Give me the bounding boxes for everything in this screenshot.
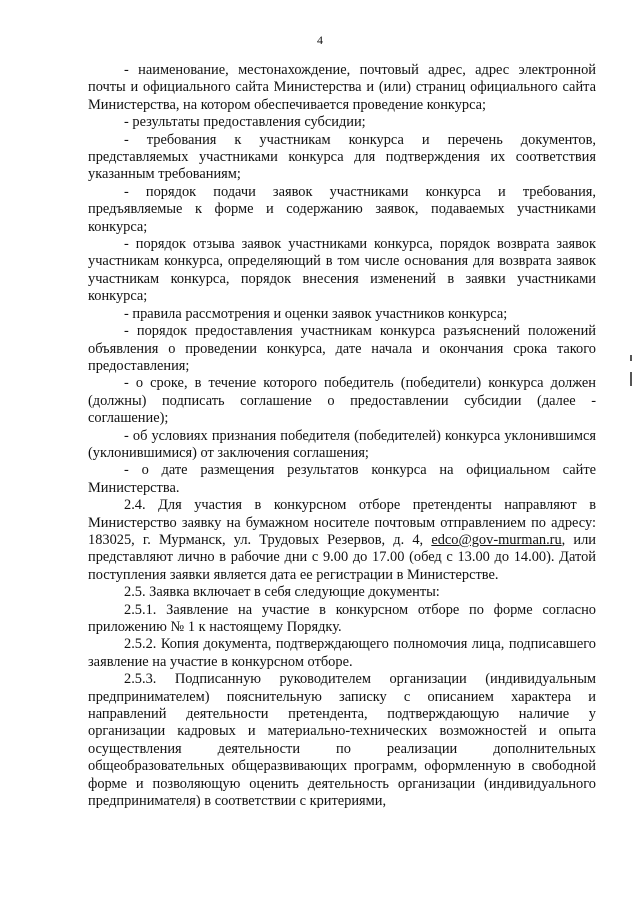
- email-link[interactable]: edco@gov-murman.ru: [431, 531, 562, 548]
- document-body: [88, 62, 596, 810]
- list-item: - о дате размещения результатов конкурса на официальном сайте Министерства.: [88, 462, 596, 496]
- paragraph-2-5-2: 2.5.2. Копия документа, подтверждающего полномочия лица, подписавшего заявление на участие в конкурсном отборе.: [88, 636, 596, 670]
- list-item: - об условиях признания победителя (победителей) конкурса уклонившимся (уклонившимися) от заключения соглашения;: [88, 427, 596, 461]
- paragraph-2-5-1: 2.5.1. Заявление на участие в конкурсном отборе по форме согласно приложению № 1 к настоящему Порядку.: [88, 601, 596, 635]
- paragraph-2-4: [88, 497, 596, 584]
- list-item: - результаты предоставления субсидии;: [124, 114, 366, 131]
- page-number: 4: [317, 33, 323, 47]
- paragraph-2-4-text: 2.4. Для участия в конкурсном отборе претенденты направляют в Министерство заявку на бумажном носителе почтовым отправлением по адресу: 183025, г. Мурманск, ул. Трудовых Резервов, д. 4,: [88, 497, 596, 548]
- list-item: - правила рассмотрения и оценки заявок участников конкурса;: [124, 305, 508, 322]
- paragraph-2-5: 2.5. Заявка включает в себя следующие документы:: [124, 584, 440, 601]
- list-item: - порядок подачи заявок участниками конкурса и требования, предъявляемые к форме и содержанию заявок, подаваемых участниками конкурса;: [88, 183, 596, 235]
- list-item: - наименование, местонахождение, почтовый адрес, адрес электронной почты и официального сайта Министерства и (или) страниц официального сайта Министерства, на котором обеспечивается проведение конкурса;: [88, 62, 596, 113]
- list-item: - порядок отзыва заявок участниками конкурса, порядок возврата заявок участникам конкурса, определяющий в том числе основания для возврата заявок участникам конкурса, порядок внесения изменений в заявки участниками конкурса;: [88, 236, 596, 305]
- margin-mark: [630, 372, 632, 386]
- list-item: - требования к участникам конкурса и перечень документов, представляемых участниками конкурса для подтверждения их соответствия указанным требованиям;: [88, 131, 596, 183]
- paragraph-2-4-text-end: , или представляют лично в рабочие дни с 9.00 до 17.00 (обед с 13.00 до 14.00). Датой поступления заявки является дата ее регистрации в Министерстве.: [88, 531, 596, 583]
- list-item: - о сроке, в течение которого победитель (победители) конкурса должен (должны) подписать соглашение о предоставлении субсидии (далее - соглашение);: [88, 375, 596, 427]
- list-item: - порядок предоставления участникам конкурса разъяснений положений объявления о проведении конкурса, дате начала и окончания срока такого предоставления;: [88, 323, 596, 374]
- margin-mark: [630, 355, 632, 361]
- paragraph-2-5-3: 2.5.3. Подписанную руководителем организации (индивидуальным предпринимателем) пояснительную записку с описанием характера и направлений деятельности претендента, подтверждающую наличие у организации кадровых и материально-технических возможностей и опыта осуществления деятельности по реализации дополнительных общеобразовательных общеразвивающих программ, оформленную в свободной форме и позволяющую оценить деятельность организации (индивидуального предпринимателя) в соответствии с критериями,: [88, 671, 596, 810]
